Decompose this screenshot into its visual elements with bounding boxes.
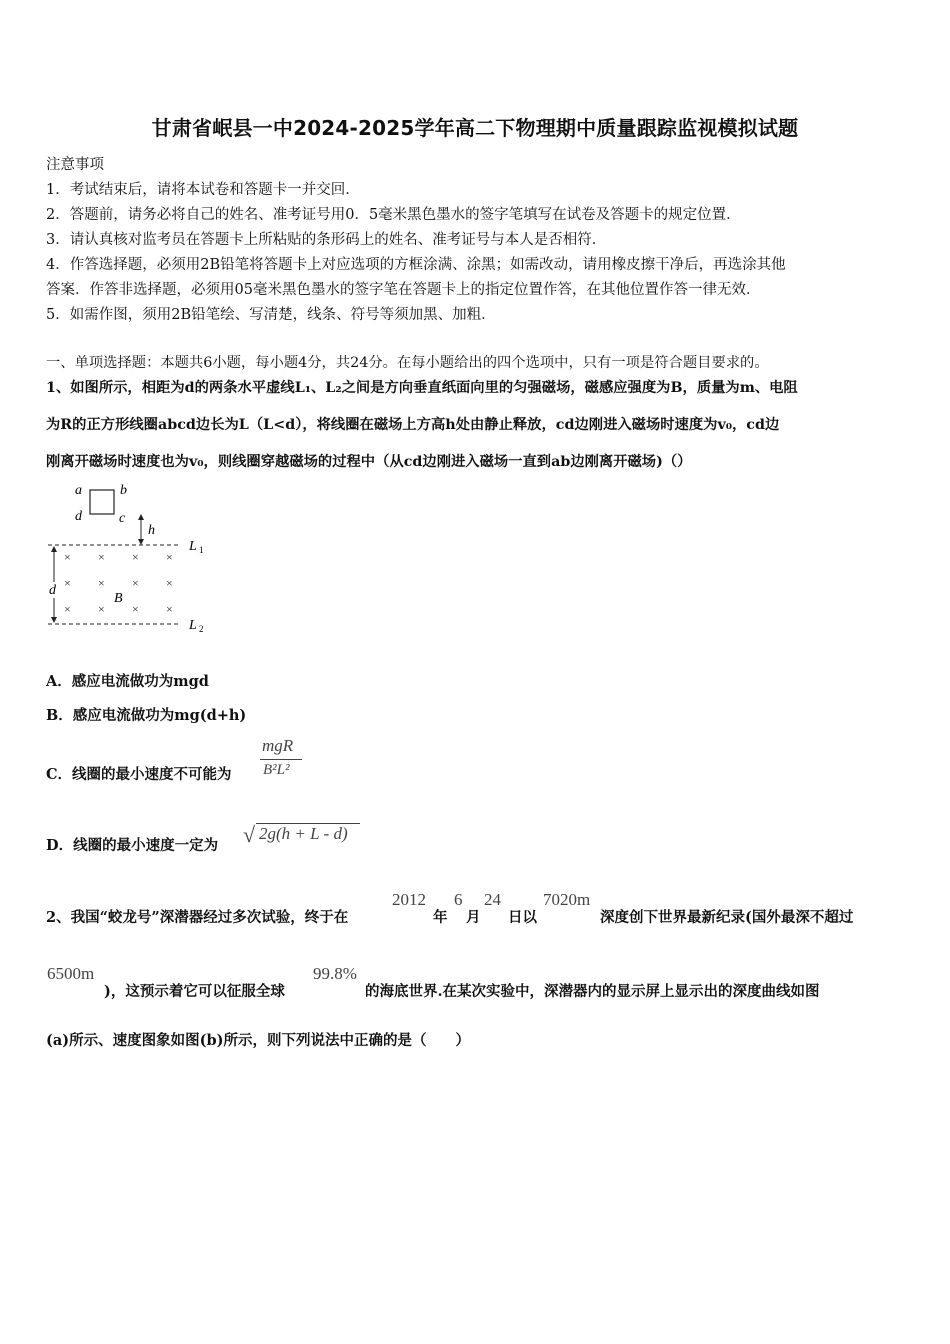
fig-label-b: b [120, 483, 127, 498]
q2-text-4: 日以 [508, 909, 537, 926]
cross: × [132, 550, 139, 564]
q2-day: 24 [484, 890, 501, 909]
d-arrow-top [51, 546, 57, 552]
page-title: 甘肃省岷县一中2024-2025学年高二下物理期中质量跟踪监视模拟试题 [151, 116, 799, 140]
q2-year: 2012 [392, 890, 426, 909]
q1-option-d-expression: 2g(h + L - d) [259, 824, 348, 843]
cross: × [98, 602, 105, 616]
q2-percent: 99.8% [313, 964, 357, 983]
fig-label-h: h [148, 523, 155, 538]
fig-label-d-gap: d [49, 583, 56, 598]
q1-option-b: B．感应电流做功为mg(d+h) [46, 707, 247, 724]
q2-text-3: 月 [466, 909, 481, 926]
d-arrow-bottom [51, 617, 57, 623]
cross: × [64, 550, 71, 564]
q1-option-c-fraction-bar [260, 759, 302, 760]
q2-text-1: 2、我国“蛟龙号”深潜器经过多次试验，终于在 [46, 909, 349, 926]
h-arrow-top [138, 514, 144, 520]
cross: × [98, 576, 105, 590]
q1-option-a: A．感应电流做功为mgd [46, 673, 209, 690]
q2-text-7: 的海底世界.在某次实验中，深潜器内的显示屏上显示出的深度曲线如图 [365, 983, 820, 1000]
cross: × [64, 602, 71, 616]
fig-label-d-corner: d [75, 509, 82, 524]
notice-heading: 注意事项 [46, 157, 104, 173]
q2-text-6: )，这预示着它可以征服全球 [104, 983, 285, 1000]
q2-depth: 7020m [543, 890, 591, 909]
cross: × [166, 576, 173, 590]
cross: × [132, 602, 139, 616]
q2-text-8: (a)所示、速度图象如图(b)所示，则下列说法中正确的是（ ） [46, 1032, 470, 1049]
section-heading: 一、单项选择题：本题共6小题，每小题4分，共24分。在每小题给出的四个选项中，只有一项是符合题目要求的。 [46, 355, 769, 371]
cross: × [166, 550, 173, 564]
notice-item-4: 4．作答选择题，必须用2B铅笔将答题卡上对应选项的方框涂满、涂黑；如需改动，请用橡皮擦干净后，再选涂其他 [46, 257, 786, 273]
q1-option-c-denominator: B²L² [263, 762, 290, 778]
fig-label-a: a [75, 483, 82, 498]
q1-option-c: C．线圈的最小速度不可能为 [46, 766, 232, 783]
q1-line-3: 刚离开磁场时速度也为v₀，则线圈穿越磁场的过程中（从cd边刚进入磁场一直到ab边刚离开磁场)（） [46, 454, 692, 470]
field-crosses [64, 550, 173, 616]
q1-figure [44, 478, 214, 638]
notice-item-5: 5．如需作图，须用2B铅笔绘、写清楚，线条、符号等须加黑、加粗． [46, 307, 496, 323]
q1-line-2: 为R的正方形线圈abcd边长为L（L<d），将线圈在磁场上方高h处由静止释放，cd边刚进入磁场时速度为v₀，cd边 [46, 417, 780, 433]
notice-item-4-cont: 答案．作答非选择题，必须用05毫米黑色墨水的签字笔在答题卡上的指定位置作答，在其他位置作答一律无效． [46, 282, 761, 298]
fig-label-c: c [119, 511, 126, 526]
coil-square [90, 490, 114, 514]
q1-line-1: 1、如图所示，相距为d的两条水平虚线L₁、L₂之间是方向垂直纸面向里的匀强磁场，磁感应强度为B，质量为m、电阻 [46, 380, 798, 396]
h-arrow-bottom [138, 539, 144, 545]
notice-item-3: 3．请认真核对监考员在答题卡上所粘贴的条形码上的姓名、准考证号与本人是否相符． [46, 232, 607, 248]
fig-label-L2-sub: 2 [199, 624, 204, 634]
cross: × [132, 576, 139, 590]
sqrt-sign: √ [243, 822, 256, 847]
fig-label-L2: L [189, 618, 197, 633]
notice-item-1: 1．考试结束后，请将本试卷和答题卡一并交回． [46, 182, 360, 198]
notice-item-2: 2．答题前，请务必将自己的姓名、准考证号用0．5毫米黑色墨水的签字笔填写在试卷及答题卡的规定位置． [46, 207, 741, 223]
cross: × [98, 550, 105, 564]
q2-text-5: 深度创下世界最新纪录(国外最深不超过 [600, 909, 854, 926]
fig-label-L1: L [189, 539, 197, 554]
q1-option-c-numerator: mgR [262, 736, 294, 755]
q1-option-d: D．线圈的最小速度一定为 [46, 837, 219, 854]
fig-label-B: B [114, 591, 123, 606]
q2-depth-2: 6500m [47, 964, 95, 983]
cross: × [166, 602, 173, 616]
fig-label-L1-sub: 1 [199, 545, 204, 555]
q2-month: 6 [454, 890, 463, 909]
q2-text-2: 年 [433, 909, 448, 926]
cross: × [64, 576, 71, 590]
